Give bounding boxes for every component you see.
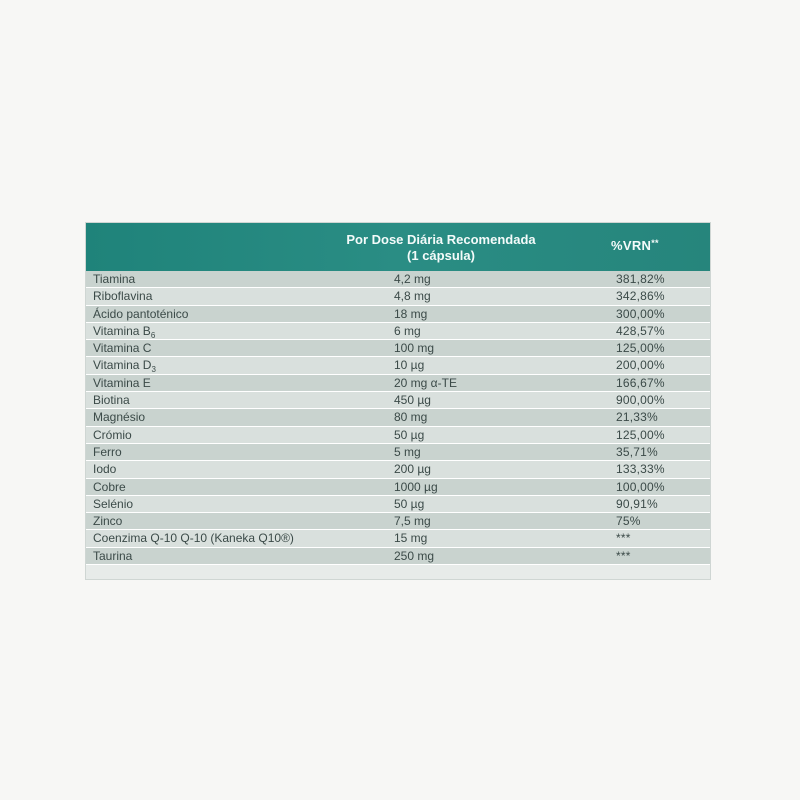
nutrient-amount: 250 mg — [394, 548, 435, 563]
nutrient-amount: 450 µg — [394, 393, 431, 408]
table-row — [86, 271, 710, 288]
table-header — [86, 223, 710, 271]
table-row — [86, 340, 710, 357]
table-body — [86, 271, 710, 565]
nutrient-amount: 200 µg — [394, 462, 431, 477]
header-vrn-marker: ** — [651, 238, 659, 248]
nutrient-name-text: Zinco — [93, 514, 123, 529]
nutrient-name-text: Iodo — [93, 462, 117, 477]
nutrient-vrn: 342,86% — [616, 289, 665, 304]
nutrient-vrn: 300,00% — [616, 306, 665, 321]
nutrient-name-text: Selénio — [93, 496, 134, 511]
header-vrn-label: %VRN — [611, 238, 652, 253]
nutrient-amount: 10 µg — [394, 358, 425, 373]
nutrient-vrn: 166,67% — [616, 375, 665, 390]
table-row — [86, 513, 710, 530]
nutrient-amount: 100 mg — [394, 341, 435, 356]
nutrient-amount: 50 µg — [394, 427, 425, 442]
nutrient-name-text: Cobre — [93, 479, 126, 494]
nutrient-amount: 1000 µg — [394, 479, 438, 494]
table-row — [86, 496, 710, 513]
nutrient-name-text: Taurina — [93, 548, 133, 563]
nutrient-vrn: 35,71% — [616, 444, 658, 459]
table-row — [86, 444, 710, 461]
nutrient-amount: 4,8 mg — [394, 289, 431, 304]
nutrient-amount: 20 mg α-TE — [394, 375, 457, 390]
nutrient-vrn: 90,91% — [616, 496, 658, 511]
nutrition-table — [86, 223, 710, 579]
table-row — [86, 357, 710, 374]
nutrient-name-text: Ferro — [93, 444, 122, 459]
nutrient-name — [93, 548, 132, 564]
table-row — [86, 461, 710, 478]
nutrient-name — [93, 409, 145, 425]
table-row — [86, 427, 710, 444]
nutrient-vrn: 100,00% — [616, 479, 665, 494]
nutrient-amount: 5 mg — [394, 444, 421, 459]
nutrient-amount: 7,5 mg — [394, 514, 431, 529]
nutrient-name — [93, 288, 152, 304]
nutrient-amount: 50 µg — [394, 496, 425, 511]
nutrient-name-text: Vitamina E — [93, 375, 151, 390]
nutrient-vrn: 21,33% — [616, 410, 658, 425]
table-row — [86, 548, 710, 565]
nutrient-amount: 80 mg — [394, 410, 428, 425]
nutrient-name — [93, 306, 188, 322]
nutrient-amount: 6 mg — [394, 323, 421, 338]
nutrient-name-text: Riboflavina — [93, 289, 153, 304]
nutrient-name — [93, 427, 132, 443]
nutrient-vrn: 125,00% — [616, 341, 665, 356]
table-row — [86, 530, 710, 547]
table-row — [86, 375, 710, 392]
nutrient-name — [93, 496, 133, 512]
nutrient-vrn: 381,82% — [616, 272, 665, 286]
nutrient-name-text: Coenzima Q-10 Q-10 (Kaneka Q10®) — [93, 531, 294, 546]
nutrient-name-text: Crómio — [93, 427, 132, 442]
nutrient-amount: 18 mg — [394, 306, 428, 321]
nutrient-name — [93, 479, 126, 495]
nutrient-name-text: Vitamina D — [93, 358, 152, 373]
table-row — [86, 479, 710, 496]
header-vrn — [611, 238, 691, 253]
nutrient-name — [93, 444, 122, 460]
nutrient-vrn: 200,00% — [616, 358, 665, 373]
table-row — [86, 288, 710, 305]
table-row — [86, 323, 710, 340]
header-dose — [316, 232, 566, 264]
table-row — [86, 409, 710, 426]
nutrient-vrn: 133,33% — [616, 462, 665, 477]
nutrient-name-text: Ácido pantoténico — [93, 306, 189, 321]
nutrient-vrn: *** — [616, 548, 631, 563]
nutrient-subscript: 3 — [151, 365, 156, 375]
nutrient-vrn: 75% — [616, 514, 641, 529]
header-dose-line2: (1 cápsula) — [407, 248, 475, 263]
nutrient-name-text: Vitamina B — [93, 323, 151, 338]
nutrient-vrn: *** — [616, 531, 631, 546]
nutrient-subscript: 6 — [150, 330, 156, 340]
nutrient-vrn: 125,00% — [616, 427, 665, 442]
table-row — [86, 392, 710, 409]
table-row — [86, 306, 710, 323]
nutrient-name — [93, 271, 135, 287]
header-dose-line1: Por Dose Diária Recomendada — [346, 232, 536, 247]
nutrient-amount: 4,2 mg — [394, 272, 431, 286]
nutrient-vrn: 900,00% — [616, 393, 665, 408]
nutrient-name — [93, 340, 151, 356]
nutrient-name — [93, 375, 151, 391]
nutrient-amount: 15 mg — [394, 531, 428, 546]
nutrient-name — [93, 461, 116, 477]
nutrient-name-text: Biotina — [93, 393, 130, 408]
nutrient-name-text: Vitamina C — [93, 341, 152, 356]
nutrient-name-text: Tiamina — [93, 272, 136, 286]
nutrient-name — [93, 392, 130, 408]
nutrient-vrn: 428,57% — [616, 323, 665, 338]
nutrient-name — [93, 530, 294, 546]
nutrient-name — [93, 513, 122, 529]
nutrient-name-text: Magnésio — [93, 410, 146, 425]
